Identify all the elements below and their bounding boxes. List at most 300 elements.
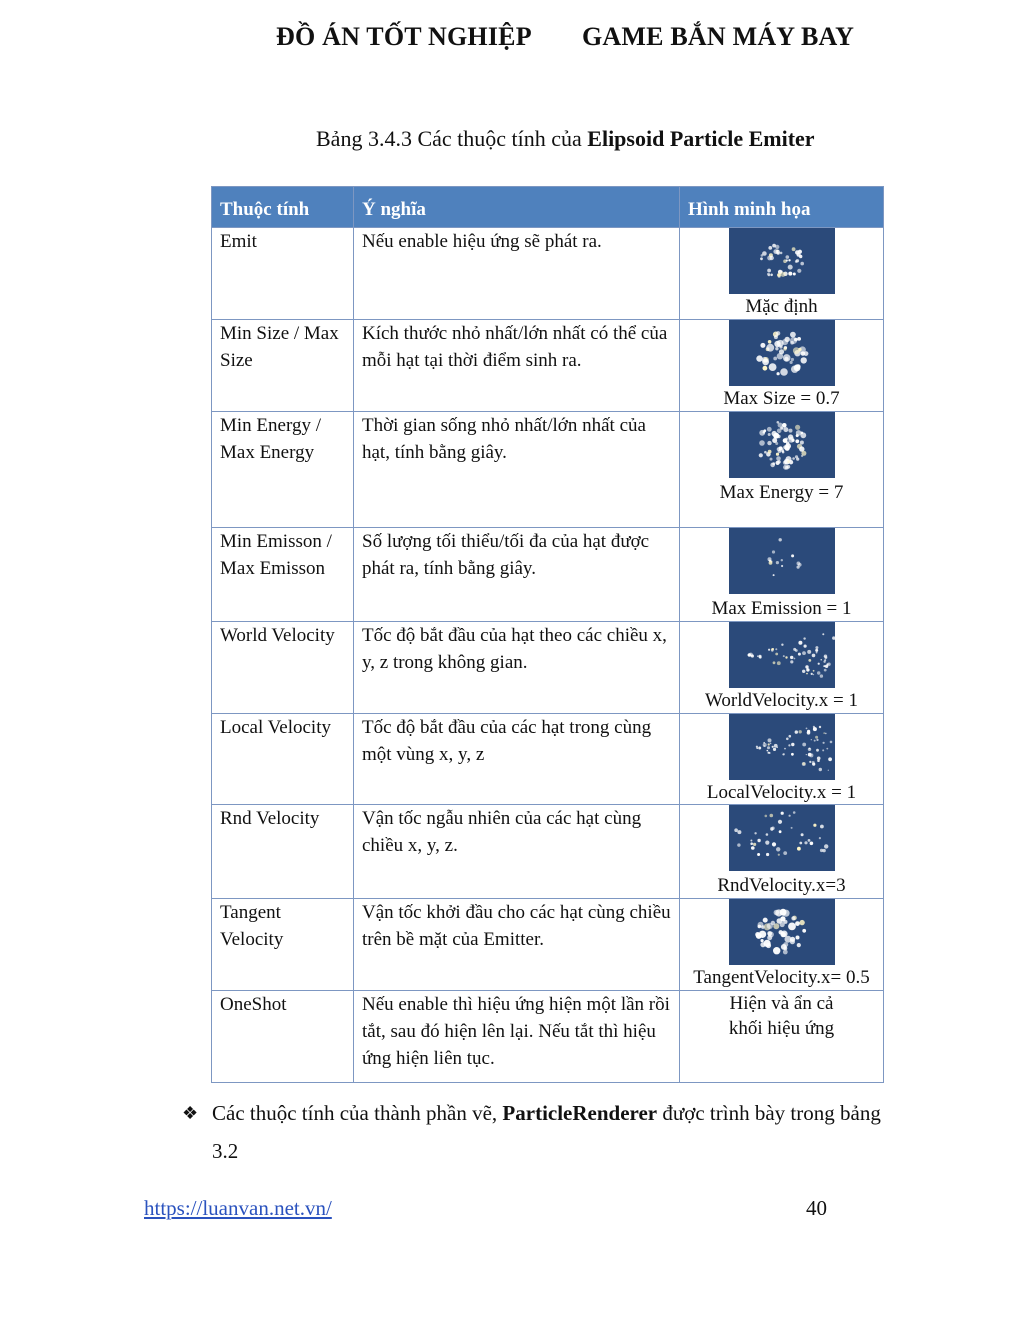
particle-dot bbox=[773, 744, 777, 748]
table-row bbox=[212, 622, 884, 714]
particle-dot bbox=[767, 738, 771, 742]
particle-dot bbox=[823, 656, 824, 657]
header-right-title: GAME BẮN MÁY BAY bbox=[582, 22, 855, 51]
property-meaning: Vận tốc ngẫu nhiên của các hạt cùng chiều x, y, z. bbox=[354, 805, 680, 899]
property-name: Min Size / Max Size bbox=[212, 320, 354, 412]
particle-dot bbox=[770, 827, 774, 831]
particle-dot bbox=[818, 768, 821, 771]
particle-dot bbox=[809, 842, 813, 846]
particle-dot bbox=[776, 353, 782, 359]
property-name: World Velocity bbox=[212, 622, 354, 714]
particle-dot bbox=[788, 815, 790, 817]
particle-dot bbox=[791, 753, 794, 756]
particle-dot bbox=[782, 354, 790, 362]
particle-dot bbox=[829, 741, 832, 744]
col-header-meaning: Ý nghĩa bbox=[354, 187, 680, 228]
particle-dot bbox=[796, 253, 800, 257]
particle-dot bbox=[786, 465, 790, 469]
particle-dot bbox=[776, 447, 780, 451]
particle-dot bbox=[773, 947, 780, 954]
particle-dot bbox=[807, 839, 810, 842]
particle-dot bbox=[799, 441, 803, 445]
particle-dot bbox=[765, 841, 769, 845]
illustration-cell bbox=[680, 899, 884, 991]
particle-dot bbox=[757, 839, 760, 842]
particle-dot bbox=[804, 841, 807, 844]
particle-dot bbox=[769, 743, 771, 745]
illustration-caption: WorldVelocity.x = 1 bbox=[704, 690, 859, 711]
particle-dot bbox=[820, 825, 824, 829]
particle-dot bbox=[759, 440, 765, 446]
particle-dot bbox=[769, 256, 773, 260]
property-name: Min Energy / Max Energy bbox=[212, 412, 354, 528]
particle-dot bbox=[823, 661, 825, 663]
particle-dot bbox=[768, 561, 772, 565]
property-name: Emit bbox=[212, 228, 354, 320]
particle-dot bbox=[802, 929, 806, 933]
particle-dot bbox=[797, 653, 800, 656]
particle-dot bbox=[788, 437, 794, 443]
particle-dot bbox=[812, 763, 815, 766]
property-name: Min Emisson / Max Emisson bbox=[212, 528, 354, 622]
particle-dot bbox=[823, 665, 825, 667]
particle-dot bbox=[780, 812, 783, 815]
particle-dot bbox=[788, 259, 790, 261]
particle-dot bbox=[780, 272, 785, 277]
particle-dot bbox=[796, 943, 800, 947]
particle-dot bbox=[767, 935, 772, 940]
particle-dot bbox=[756, 747, 758, 749]
particle-dot bbox=[811, 654, 815, 658]
particle-dot bbox=[775, 331, 779, 335]
particle-dot bbox=[797, 847, 801, 851]
particle-dot bbox=[795, 425, 800, 430]
table-row bbox=[212, 991, 884, 1083]
particle-dot bbox=[805, 754, 806, 755]
illustration-cell bbox=[680, 805, 884, 899]
particle-illustration bbox=[729, 412, 835, 478]
particle-dot bbox=[782, 910, 789, 917]
particle-illustration bbox=[729, 228, 835, 294]
particle-dot bbox=[750, 842, 753, 845]
illustration-caption: Mặc định bbox=[745, 296, 818, 317]
particle-dot bbox=[782, 438, 787, 443]
particle-dot bbox=[782, 461, 786, 465]
particle-dot bbox=[792, 457, 795, 460]
particle-dot bbox=[788, 744, 790, 746]
particle-dot bbox=[776, 847, 780, 851]
particle-dot bbox=[818, 726, 820, 728]
property-meaning: Tốc độ bắt đầu của hạt theo các chiều x, y, z trong không gian. bbox=[354, 622, 680, 714]
particle-illustration bbox=[729, 622, 835, 688]
particle-dot bbox=[773, 433, 779, 439]
col-header-illustration: Hình minh họa bbox=[680, 187, 884, 228]
particle-dot bbox=[755, 932, 760, 937]
particle-dot bbox=[815, 649, 818, 652]
table-row bbox=[212, 528, 884, 622]
particle-dot bbox=[771, 842, 775, 846]
particle-dot bbox=[775, 653, 778, 656]
illustration-caption: Max Emission = 1 bbox=[711, 598, 852, 619]
illustration-cell bbox=[680, 991, 884, 1083]
particle-dot bbox=[790, 341, 794, 345]
particle-dot bbox=[791, 916, 795, 920]
particle-dot bbox=[767, 450, 771, 454]
particle-dot bbox=[762, 359, 769, 366]
particle-dot bbox=[798, 730, 801, 733]
particle-dot bbox=[782, 753, 784, 755]
particle-dot bbox=[784, 748, 786, 750]
particle-dot bbox=[772, 438, 777, 443]
particle-dot bbox=[769, 814, 773, 818]
particle-dot bbox=[788, 923, 796, 931]
illustration-caption: Max Energy = 7 bbox=[719, 482, 844, 503]
particle-dot bbox=[822, 849, 825, 852]
particle-dot bbox=[790, 937, 795, 942]
particle-dot bbox=[790, 332, 796, 338]
particle-dot bbox=[820, 659, 821, 660]
particle-dot bbox=[791, 247, 795, 251]
particle-dot bbox=[756, 355, 762, 361]
particle-dot bbox=[760, 343, 765, 348]
particle-dot bbox=[795, 936, 799, 940]
particle-dot bbox=[767, 557, 771, 561]
particle-dot bbox=[762, 366, 767, 371]
particle-dot bbox=[754, 832, 756, 834]
particle-dot bbox=[788, 272, 792, 276]
particle-dot bbox=[794, 730, 797, 733]
particle-dot bbox=[763, 940, 770, 947]
particle-dot bbox=[793, 658, 795, 660]
page-number: 40 bbox=[806, 1196, 827, 1220]
particle-dot bbox=[789, 361, 792, 364]
illustration-cell bbox=[680, 714, 884, 805]
particle-dot bbox=[800, 432, 803, 435]
particle-dot bbox=[816, 749, 819, 752]
illustration-caption: Max Size = 0.7 bbox=[723, 388, 840, 409]
particle-dot bbox=[817, 671, 820, 674]
particle-dot bbox=[775, 453, 778, 456]
particle-dot bbox=[758, 453, 762, 457]
particle-dot bbox=[810, 673, 812, 675]
particle-dot bbox=[799, 920, 804, 925]
particle-dot bbox=[758, 747, 761, 750]
particle-dot bbox=[822, 633, 824, 635]
particle-dot bbox=[760, 257, 763, 260]
particle-dot bbox=[776, 456, 781, 461]
particle-dot bbox=[802, 651, 806, 655]
particle-dot bbox=[813, 824, 816, 827]
particle-dot bbox=[772, 648, 774, 650]
particle-dot bbox=[817, 663, 819, 665]
particle-dot bbox=[807, 650, 811, 654]
particle-illustration bbox=[729, 714, 835, 780]
particle-dot bbox=[767, 752, 769, 754]
illustration-caption: LocalVelocity.x = 1 bbox=[706, 782, 857, 803]
particle-dot bbox=[790, 827, 792, 829]
particle-dot bbox=[809, 753, 813, 757]
particle-dot bbox=[785, 259, 787, 261]
particle-dot bbox=[806, 673, 808, 675]
particle-dot bbox=[768, 363, 776, 371]
particle-dot bbox=[816, 739, 818, 741]
particle-dot bbox=[767, 441, 771, 445]
particle-dot bbox=[763, 429, 766, 432]
particle-dot bbox=[772, 748, 775, 751]
particle-dot bbox=[776, 661, 780, 665]
particle-dot bbox=[753, 843, 756, 846]
particle-dot bbox=[802, 743, 806, 747]
particle-dot bbox=[772, 574, 774, 576]
particle-dot bbox=[778, 830, 781, 833]
particle-dot bbox=[832, 636, 835, 639]
table-row bbox=[212, 805, 884, 899]
particle-dot bbox=[803, 351, 808, 356]
particle-dot bbox=[782, 655, 784, 657]
table-row bbox=[212, 714, 884, 805]
particle-dot bbox=[805, 728, 807, 730]
header-left-title: ĐỒ ÁN TỐT NGHIỆP bbox=[276, 22, 532, 51]
footer-link[interactable]: https://luanvan.net.vn/ bbox=[144, 1196, 332, 1220]
particle-dot bbox=[737, 843, 740, 846]
particle-dot bbox=[817, 759, 820, 762]
particle-dot bbox=[771, 550, 774, 553]
particle-dot bbox=[758, 655, 761, 658]
particle-dot bbox=[766, 344, 774, 352]
particle-illustration bbox=[729, 899, 835, 965]
particle-dot bbox=[801, 451, 806, 456]
bullet-bold: ParticleRenderer bbox=[502, 1101, 658, 1125]
particle-dot bbox=[810, 739, 811, 740]
particle-dot bbox=[770, 274, 773, 277]
particle-dot bbox=[823, 732, 825, 734]
table-row bbox=[212, 412, 884, 528]
particle-dot bbox=[788, 429, 792, 433]
particle-dot bbox=[766, 853, 769, 856]
particle-dot bbox=[783, 942, 788, 947]
particle-dot bbox=[823, 669, 826, 672]
particle-dot bbox=[806, 668, 809, 671]
particle-dot bbox=[777, 273, 781, 277]
particle-dot bbox=[778, 538, 781, 541]
particle-dot bbox=[799, 842, 802, 845]
particle-dot bbox=[757, 925, 761, 929]
particle-dot bbox=[791, 366, 798, 373]
particle-dot bbox=[776, 372, 779, 375]
table-row bbox=[212, 320, 884, 412]
particle-dot bbox=[782, 423, 787, 428]
particle-dot bbox=[781, 339, 787, 345]
particle-dot bbox=[819, 674, 822, 677]
illustration-cell bbox=[680, 528, 884, 622]
particle-dot bbox=[813, 740, 815, 742]
particle-dot bbox=[770, 921, 774, 925]
particle-illustration bbox=[729, 805, 835, 871]
particle-dot bbox=[792, 811, 795, 814]
particle-dot bbox=[827, 770, 828, 771]
particle-dot bbox=[803, 645, 806, 648]
particle-dot bbox=[773, 335, 777, 339]
particle-dot bbox=[777, 820, 781, 824]
particle-dot bbox=[802, 670, 805, 673]
particle-dot bbox=[760, 254, 763, 257]
caption-bold: Elipsoid Particle Emiter bbox=[587, 126, 815, 151]
particle-dot bbox=[783, 851, 787, 855]
particle-dot bbox=[793, 648, 796, 651]
particle-dot bbox=[775, 561, 778, 564]
particle-dot bbox=[772, 462, 775, 465]
particle-dot bbox=[775, 245, 779, 249]
particle-dot bbox=[750, 654, 753, 657]
particle-dot bbox=[764, 451, 767, 454]
particle-dot bbox=[757, 853, 760, 856]
particle-dot bbox=[784, 446, 789, 451]
particle-dot bbox=[790, 656, 793, 659]
particle-dot bbox=[773, 249, 778, 254]
particle-dot bbox=[779, 252, 782, 255]
particle-dot bbox=[803, 637, 805, 639]
property-name: Rnd Velocity bbox=[212, 805, 354, 899]
particle-dot bbox=[765, 833, 768, 836]
illustration-caption: Hiện và ẩn cả khối hiệu ứng bbox=[728, 993, 835, 1039]
particle-dot bbox=[774, 341, 780, 347]
particle-dot bbox=[757, 656, 758, 657]
caption-prefix: Bảng 3.4.3 Các thuộc tính của bbox=[316, 126, 588, 151]
property-name: OneShot bbox=[212, 991, 354, 1083]
particle-dot bbox=[812, 670, 814, 672]
table-row bbox=[212, 228, 884, 320]
particle-dot bbox=[794, 260, 797, 263]
particle-dot bbox=[809, 761, 811, 763]
particle-dot bbox=[737, 830, 741, 834]
particle-dot bbox=[787, 460, 790, 463]
property-meaning: Kích thước nhỏ nhất/lớn nhất có thể của mỗi hạt tại thời điểm sinh ra. bbox=[354, 320, 680, 412]
particle-dot bbox=[777, 460, 780, 463]
illustration-cell bbox=[680, 622, 884, 714]
particle-dot bbox=[768, 649, 770, 651]
particle-dot bbox=[791, 554, 794, 557]
particle-dot bbox=[795, 434, 798, 437]
bullet-suffix: được trình bày trong bảng 3.2 bbox=[212, 1101, 881, 1163]
particle-dot bbox=[776, 918, 782, 924]
illustration-caption: TangentVelocity.x= 0.5 bbox=[693, 967, 870, 988]
particle-dot bbox=[750, 840, 752, 842]
particle-dot bbox=[751, 846, 755, 850]
particle-dot bbox=[764, 815, 767, 818]
particle-dot bbox=[777, 854, 779, 856]
particle-dot bbox=[767, 931, 772, 936]
particle-dot bbox=[787, 265, 792, 270]
particle-dot bbox=[788, 735, 791, 738]
particle-dot bbox=[766, 750, 768, 752]
particle-dot bbox=[798, 641, 802, 645]
particle-dot bbox=[825, 733, 827, 735]
col-header-property: Thuộc tính bbox=[212, 187, 354, 228]
particle-dot bbox=[822, 742, 824, 744]
particle-dot bbox=[791, 743, 794, 746]
illustration-caption: RndVelocity.x=3 bbox=[717, 875, 846, 896]
particle-dot bbox=[767, 340, 771, 344]
properties-table bbox=[211, 186, 884, 1083]
particle-dot bbox=[763, 742, 765, 744]
particle-dot bbox=[773, 357, 777, 361]
particle-dot bbox=[781, 644, 783, 646]
particle-dot bbox=[802, 762, 805, 765]
particle-dot bbox=[780, 368, 788, 376]
particle-dot bbox=[812, 674, 813, 675]
particle-dot bbox=[783, 427, 788, 432]
particle-dot bbox=[767, 269, 771, 273]
particle-dot bbox=[786, 738, 789, 741]
particle-dot bbox=[790, 358, 793, 361]
property-meaning: Tốc độ bắt đầu của các hạt trong cùng một vùng x, y, z bbox=[354, 714, 680, 805]
particle-dot bbox=[777, 423, 782, 428]
particle-dot bbox=[767, 433, 770, 436]
particle-dot bbox=[775, 648, 777, 650]
particle-dot bbox=[818, 837, 820, 839]
particle-dot bbox=[798, 563, 802, 567]
illustration-cell bbox=[680, 412, 884, 528]
table-header-row bbox=[212, 187, 884, 228]
particle-dot bbox=[790, 660, 793, 663]
particle-dot bbox=[781, 565, 783, 567]
particle-dot bbox=[826, 663, 828, 665]
particle-dot bbox=[734, 828, 738, 832]
particle-illustration bbox=[729, 320, 835, 386]
particle-dot bbox=[798, 348, 801, 351]
particle-dot bbox=[822, 749, 824, 751]
particle-dot bbox=[767, 743, 769, 745]
particle-dot bbox=[792, 273, 795, 276]
particle-dot bbox=[767, 746, 770, 749]
particle-dot bbox=[783, 347, 786, 350]
property-meaning: Nếu enable hiệu ứng sẽ phát ra. bbox=[354, 228, 680, 320]
particle-dot bbox=[760, 939, 763, 942]
particle-dot bbox=[808, 748, 809, 749]
particle-dot bbox=[815, 646, 818, 649]
property-name: Local Velocity bbox=[212, 714, 354, 805]
property-meaning: Nếu enable thì hiệu ứng hiện một lần rồi tắt, sau đó hiện lên lại. Nếu tắt thì hiệu ứng hiện liên tục. bbox=[354, 991, 680, 1083]
particle-dot bbox=[815, 736, 818, 739]
particle-dot bbox=[826, 748, 828, 750]
particle-dot bbox=[783, 946, 787, 950]
particle-dot bbox=[812, 726, 814, 728]
particle-dot bbox=[797, 337, 801, 341]
property-name: Tangent Velocity bbox=[212, 899, 354, 991]
particle-dot bbox=[778, 930, 782, 934]
table-row bbox=[212, 899, 884, 991]
illustration-cell bbox=[680, 320, 884, 412]
particle-dot bbox=[800, 262, 804, 266]
particle-dot bbox=[775, 347, 778, 350]
particle-dot bbox=[763, 745, 765, 747]
particle-dot bbox=[805, 665, 808, 668]
particle-dot bbox=[824, 844, 828, 848]
particle-dot bbox=[769, 458, 772, 461]
particle-dot bbox=[780, 559, 782, 561]
particle-dot bbox=[806, 731, 810, 735]
property-meaning: Số lượng tối thiểu/tối đa của hạt được phát ra, tính bằng giây. bbox=[354, 528, 680, 622]
particle-dot bbox=[747, 654, 750, 657]
particle-dot bbox=[762, 918, 767, 923]
particle-dot bbox=[828, 757, 832, 761]
particle-dot bbox=[771, 746, 773, 748]
bullet-prefix: Các thuộc tính của thành phần vẽ, bbox=[212, 1101, 503, 1125]
particle-dot bbox=[767, 274, 769, 276]
particle-dot bbox=[795, 921, 800, 926]
particle-dot bbox=[795, 439, 799, 443]
particle-dot bbox=[796, 458, 799, 461]
